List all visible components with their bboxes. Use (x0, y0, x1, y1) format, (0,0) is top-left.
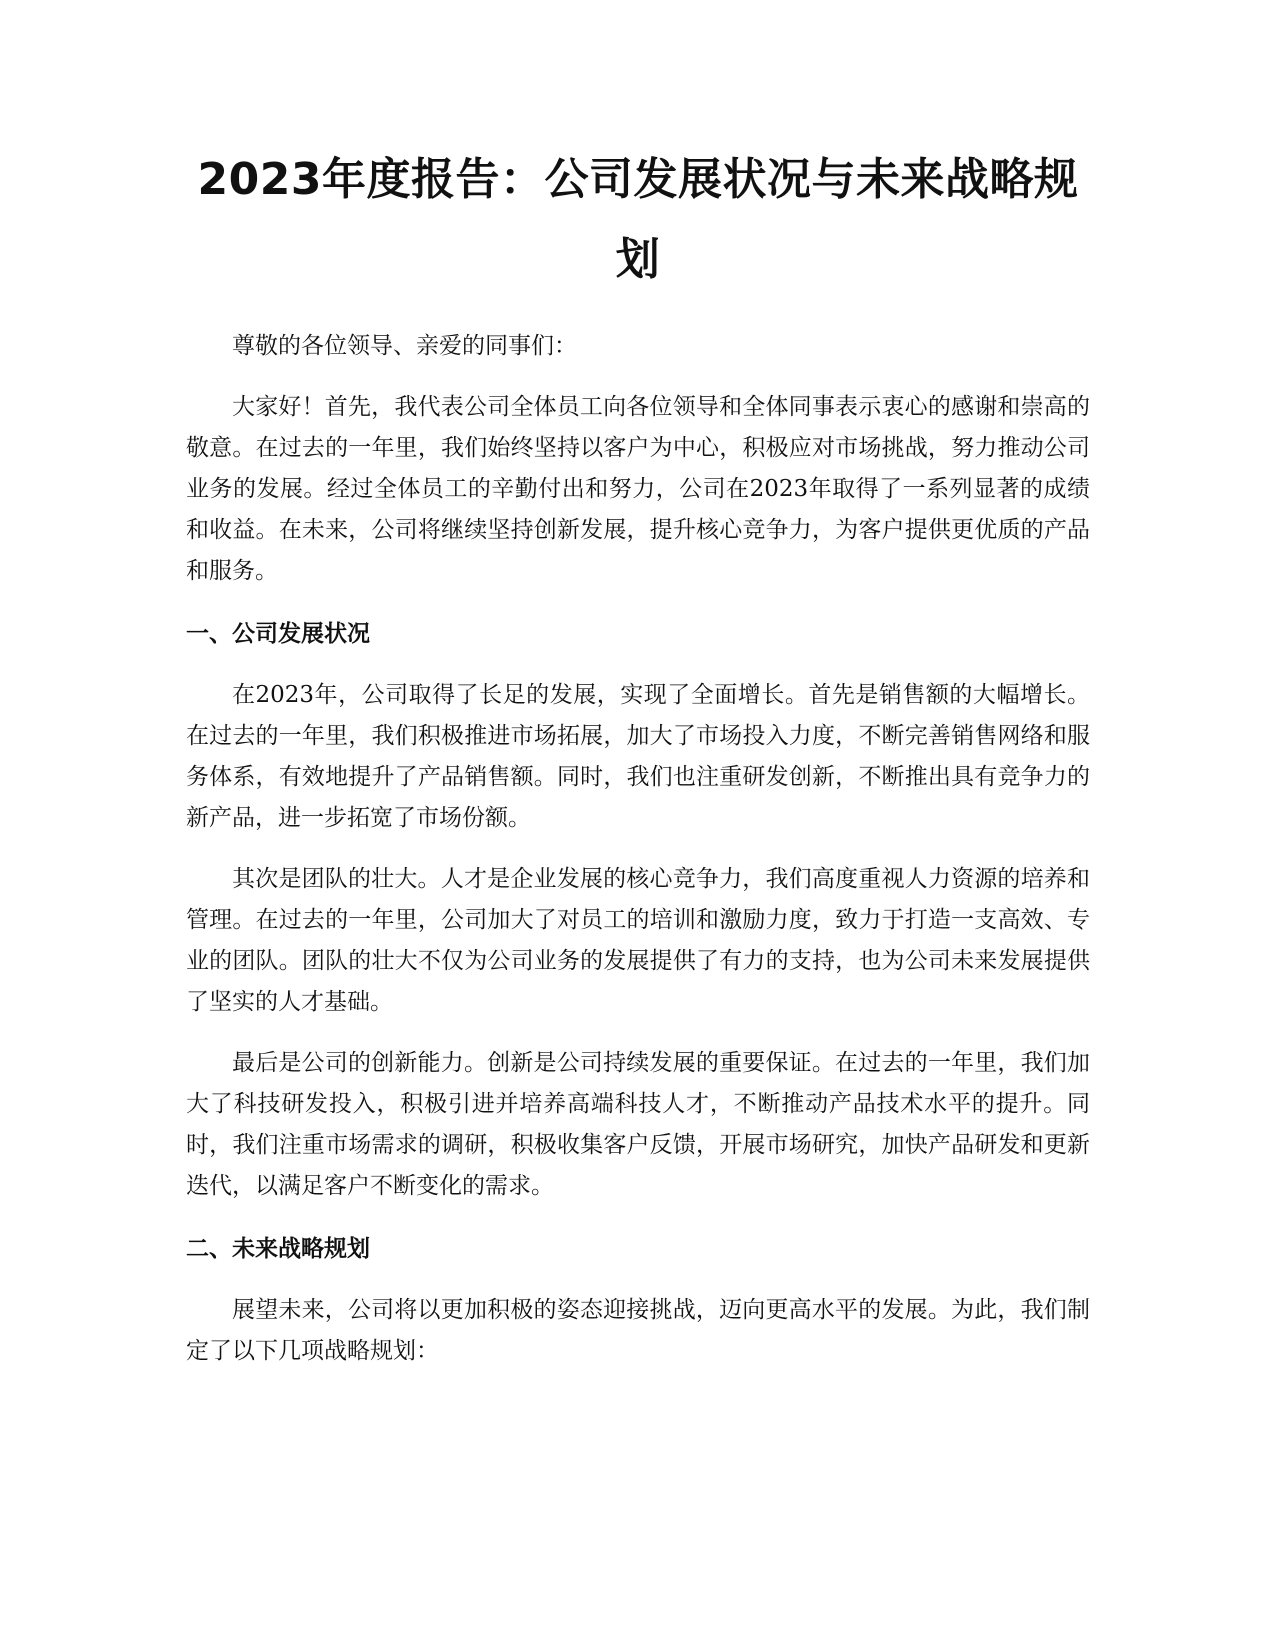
development-paragraph-innovation: 最后是公司的创新能力。创新是公司持续发展的重要保证。在过去的一年里，我们加大了科技研发投入，积极引进并培养高端科技人才，不断推动产品技术水平的提升。同时，我们注重市场需求的调研，积极收集客户反馈，开展市场研究，加快产品研发和更新迭代，以满足客户不断变化的需求。 (186, 1050, 1090, 1199)
section-heading-development: 一、公司发展状况 (186, 621, 370, 647)
section-heading-strategy: 二、未来战略规划 (186, 1236, 370, 1262)
development-paragraph-team: 其次是团队的壮大。人才是企业发展的核心竞争力，我们高度重视人力资源的培养和管理。在过去的一年里，公司加大了对员工的培训和激励力度，致力于打造一支高效、专业的团队。团队的壮大不仅为公司业务的发展提供了有力的支持，也为公司未来发展提供了坚实的人才基础。 (186, 866, 1090, 1015)
strategy-paragraph-outlook: 展望未来，公司将以更加积极的姿态迎接挑战，迈向更高水平的发展。为此，我们制定了以下几项战略规划： (186, 1297, 1090, 1364)
document-title: 2023年度报告：公司发展状况与未来战略规划 (197, 154, 1079, 285)
intro-paragraph: 大家好！首先，我代表公司全体员工向各位领导和全体同事表示衷心的感谢和崇高的敬意。在过去的一年里，我们始终坚持以客户为中心，积极应对市场挑战，努力推动公司业务的发展。经过全体员工的辛勤付出和努力，公司在2023年取得了一系列显著的成绩和收益。在未来，公司将继续坚持创新发展，提升核心竞争力，为客户提供更优质的产品和服务。 (186, 394, 1090, 584)
document-page (186, 140, 1090, 1372)
salutation: 尊敬的各位领导、亲爱的同事们： (232, 333, 577, 359)
development-paragraph-sales: 在2023年，公司取得了长足的发展，实现了全面增长。首先是销售额的大幅增长。在过去的一年里，我们积极推进市场拓展，加大了市场投入力度，不断完善销售网络和服务体系，有效地提升了产品销售额。同时，我们也注重研发创新，不断推出具有竞争力的新产品，进一步拓宽了市场份额。 (186, 682, 1090, 831)
